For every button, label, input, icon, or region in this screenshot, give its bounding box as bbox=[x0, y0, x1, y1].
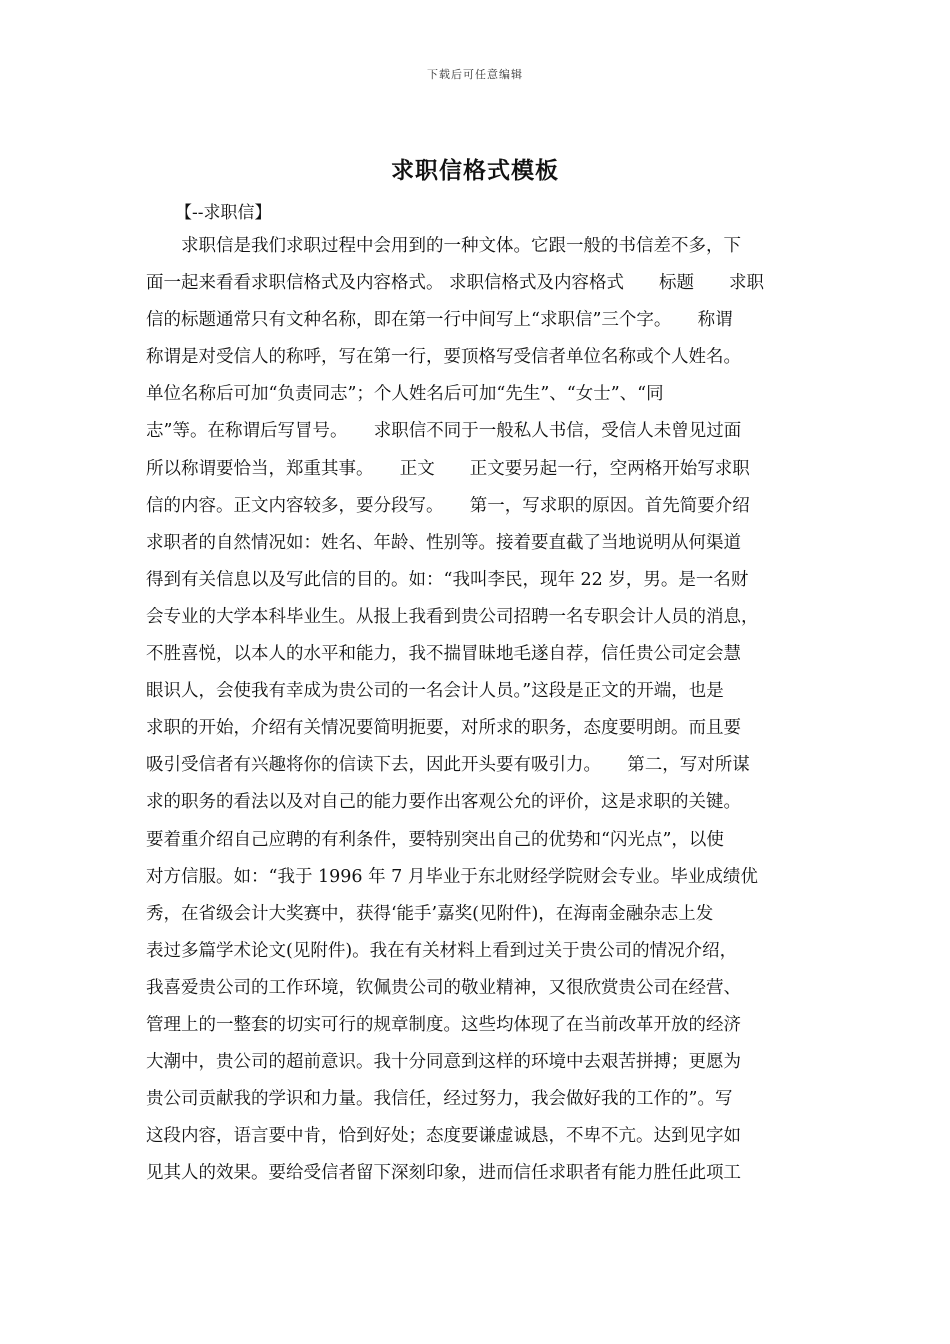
body-line: 志”等。在称谓后写冒号。 求职信不同于一般私人书信，受信人未曾见过面 bbox=[146, 421, 742, 442]
body-line: 贵公司贡献我的学识和力量。我信任，经过努力，我会做好我的工作的”。写 bbox=[146, 1089, 733, 1110]
header-note: 下载后可任意编辑 bbox=[427, 68, 523, 81]
body-line: 得到有关信息以及写此信的目的。如：“我叫李民，现年 22 岁，男。是一名财 bbox=[146, 569, 749, 590]
body-line: 信的标题通常只有文种名称，即在第一行中间写上“求职信”三个字。 称谓 bbox=[146, 310, 733, 331]
body-line: 信的内容。正文内容较多，要分段写。 第一，写求职的原因。首先简要介绍 bbox=[146, 495, 750, 516]
page-title: 求职信格式模板 bbox=[391, 157, 559, 184]
body-line: 大潮中，贵公司的超前意识。我十分同意到这样的环境中去艰苦拼搏；更愿为 bbox=[146, 1052, 741, 1073]
body-line: 求职者的自然情况如：姓名、年龄、性别等。接着要直截了当地说明从何渠道 bbox=[146, 532, 741, 553]
body-line: 面一起来看看求职信格式及内容格式。 求职信格式及内容格式 标题 求职 bbox=[146, 273, 765, 294]
body-line: 称谓是对受信人的称呼，写在第一行，要顶格写受信者单位名称或个人姓名。 bbox=[146, 347, 741, 368]
section-label: 【--求职信】 bbox=[175, 203, 272, 223]
body-line: 单位名称后可加“负责同志”；个人姓名后可加“先生”、“女士”、“同 bbox=[146, 384, 664, 405]
body-line: 求职信是我们求职过程中会用到的一种文体。它跟一般的书信差不多，下 bbox=[146, 236, 741, 256]
body-line: 所以称谓要恰当，郑重其事。 正文 正文要另起一行，空两格开始写求职 bbox=[146, 458, 750, 479]
body-line: 会专业的大学本科毕业生。从报上我看到贵公司招聘一名专职会计人员的消息， bbox=[146, 606, 759, 627]
body-line: 管理上的一整套的切实可行的规章制度。这些均体现了在当前改革开放的经济 bbox=[146, 1014, 741, 1035]
body-line: 对方信服。如：“我于 1996 年 7 月毕业于东北财经学院财会专业。毕业成绩优 bbox=[146, 866, 758, 887]
body-line: 不胜喜悦，以本人的水平和能力，我不揣冒昧地毛遂自荐，信任贵公司定会慧 bbox=[146, 644, 741, 665]
body-line: 表过多篇学术论文(见附件)。我在有关材料上看到过关于贵公司的情况介绍， bbox=[146, 940, 738, 961]
body-line: 求职的开始，介绍有关情况要简明扼要，对所求的职务，态度要明朗。而且要 bbox=[146, 718, 741, 739]
body-line: 我喜爱贵公司的工作环境，钦佩贵公司的敬业精神，又很欣赏贵公司在经营、 bbox=[146, 977, 741, 998]
body-line: 要着重介绍自己应聘的有利条件，要特别突出自己的优势和“闪光点”，以使 bbox=[146, 829, 724, 850]
body-line: 吸引受信者有兴趣将你的信读下去，因此开头要有吸引力。 第二，写对所谋 bbox=[146, 755, 750, 776]
body-line: 见其人的效果。要给受信者留下深刻印象，进而信任求职者有能力胜任此项工 bbox=[146, 1163, 741, 1184]
body-line: 秀，在省级会计大奖赛中，获得‘能手’嘉奖(见附件)，在海南金融杂志上发 bbox=[146, 903, 714, 924]
body-line: 这段内容，语言要中肯，恰到好处；态度要谦虚诚恳，不卑不亢。达到见字如 bbox=[146, 1126, 741, 1147]
body-text bbox=[146, 228, 818, 1192]
body-line: 求的职务的看法以及对自己的能力要作出客观公允的评价，这是求职的关键。 bbox=[146, 792, 741, 813]
body-line: 眼识人，会使我有幸成为贵公司的一名会计人员。”这段是正文的开端，也是 bbox=[146, 681, 724, 702]
